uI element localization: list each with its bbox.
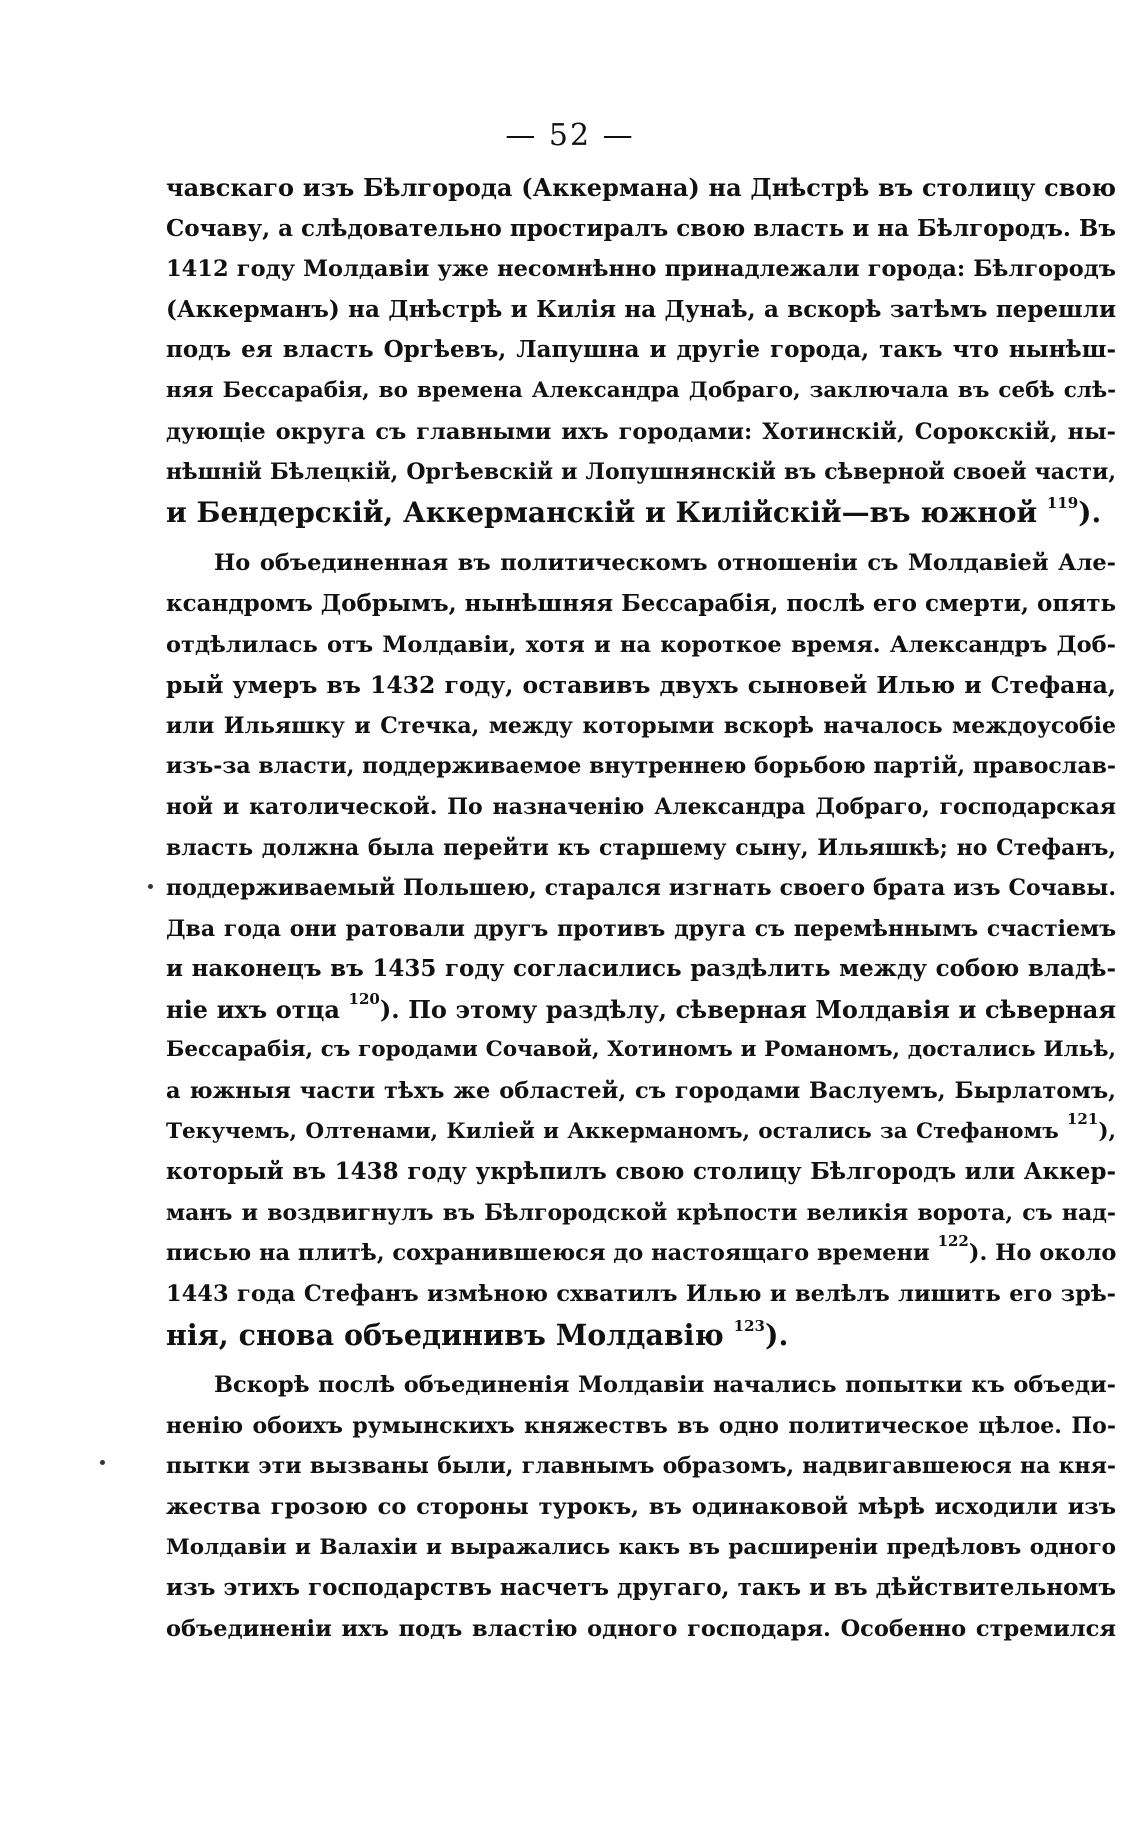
text-line: Вскорѣ послѣ объединенія Молдавіи начались попытки къ объеди- xyxy=(214,1372,1116,1399)
text-line: рый умеръ въ 1432 году, оставивъ двухъ сыновей Илью и Стефана, xyxy=(166,671,1116,700)
text-line xyxy=(166,1315,1116,1356)
margin-mark xyxy=(148,884,153,889)
text-line: манъ и воздвигнулъ въ Бѣлгородской крѣпости великія ворота, съ над- xyxy=(166,1199,1116,1226)
text-line: Два года они ратовали другъ противъ друга съ перемѣннымъ счастіемъ xyxy=(166,915,1116,942)
line-text: и Бендерскій, Аккерманскій и Килійскій—въ южной xyxy=(166,495,1038,529)
text-line: изъ этихъ господарствъ насчетъ другаго, такъ и въ дѣйствительномъ xyxy=(166,1574,1117,1602)
line-text-after: ). xyxy=(764,1317,789,1352)
text-line: дующіе округа съ главными ихъ городами: Хотинскій, Сорокскій, ны- xyxy=(166,418,1116,445)
line-text: писью на плитѣ, сохранившеюся до настоящаго времени xyxy=(166,1240,930,1267)
paragraph-3 xyxy=(166,1365,1116,1649)
page-number: — 52 — xyxy=(505,118,635,153)
margin-mark xyxy=(100,1460,105,1465)
paragraph-2 xyxy=(166,543,1116,1355)
text-line: поддерживаемый Польшею, старался изгнать своего брата изъ Сочавы. xyxy=(166,875,1116,902)
text-line: 1443 года Стефанъ измѣною схватилъ Илью и велѣлъ лишить его зрѣ- xyxy=(166,1281,1116,1308)
text-line: подъ ея власть Оргѣевъ, Лапушна и другіе города, такъ что нынѣш- xyxy=(166,336,1116,364)
body-text xyxy=(166,168,1116,1649)
footnote-ref: 119 xyxy=(1046,493,1079,512)
text-line: ной и католической. По назначенію Александра Добраго, господарская xyxy=(166,793,1116,820)
text-line: и наконецъ въ 1435 году согласились раздѣлить между собою владѣ- xyxy=(166,955,1116,983)
text-line: или Ильяшку и Стечка, между которыми вскорѣ началось междоусобіе xyxy=(166,712,1116,739)
text-line xyxy=(166,1109,1116,1153)
footnote-ref: 121 xyxy=(1067,1109,1099,1128)
text-line: отдѣлилась отъ Молдавіи, хотя и на короткое время. Александръ Доб- xyxy=(166,631,1116,658)
line-text: Текучемъ, Олтенами, Киліей и Аккерманомъ, остались за Стефаномъ xyxy=(166,1118,1059,1144)
text-line: ненію обоихъ румынскихъ княжествъ въ одно политическое цѣлое. По- xyxy=(166,1412,1116,1439)
text-line: чавскаго изъ Бѣлгорода (Аккермана) на Днѣстрѣ въ столицу свою xyxy=(166,173,1116,202)
paragraph-1 xyxy=(166,168,1116,533)
line-text-after: ). Но около xyxy=(968,1240,1117,1267)
line-text: нія, снова объединивъ Молдавію xyxy=(166,1317,724,1352)
text-line: жества грозою со стороны турокъ, въ одинаковой мѣрѣ исходили изъ xyxy=(166,1494,1116,1520)
line-text-after: ), xyxy=(1098,1118,1116,1144)
line-text: ніе ихъ отца xyxy=(166,994,340,1024)
text-line: нѣшній Бѣлецкій, Оргѣевскій и Лопушнянскій въ сѣверной своей части, xyxy=(166,459,1116,486)
line-text-after: ). По этому раздѣлу, сѣверная Молдавія и сѣверная xyxy=(379,994,1117,1024)
text-line: Но объединенная въ политическомъ отношеніи съ Молдавіей Але- xyxy=(214,550,1116,577)
footnote-ref: 120 xyxy=(348,989,380,1008)
text-line: няя Бессарабія, во времена Александра Добраго, заключала въ себѣ слѣ- xyxy=(166,377,1116,403)
footnote-ref: 123 xyxy=(733,1316,765,1335)
text-line xyxy=(166,493,1116,534)
text-line: который въ 1438 году укрѣпилъ свою столицу Бѣлгородъ или Аккер- xyxy=(166,1158,1116,1186)
text-line: 1412 году Молдавіи уже несомнѣнно принадлежали города: Бѣлгородъ xyxy=(166,256,1116,283)
text-line xyxy=(166,1233,1116,1274)
text-line: ксандромъ Добрымъ, нынѣшняя Бессарабія, послѣ его смерти, опять xyxy=(166,589,1117,617)
text-line: власть должна была перейти къ старшему сыну, Ильяшкѣ; но Стефанъ, xyxy=(166,834,1116,861)
footnote-ref: 122 xyxy=(937,1232,969,1251)
text-line: Молдавіи и Валахіи и выражались какъ въ расширеніи предѣловъ одного xyxy=(166,1534,1116,1560)
text-line: Сочаву, а слѣдовательно простиралъ свою власть и на Бѣлгородъ. Въ xyxy=(166,214,1116,242)
text-line: (Аккерманъ) на Днѣстрѣ и Килія на Дунаѣ, а вскорѣ затѣмъ перешли xyxy=(166,295,1116,323)
text-line xyxy=(166,990,1116,1031)
text-line: изъ-за власти, поддерживаемое внутреннею борьбою партій, православ- xyxy=(166,753,1116,780)
text-line: пытки эти вызваны были, главнымъ образомъ, надвигавшеюся на кня- xyxy=(166,1453,1116,1480)
text-line: а южныя части тѣхъ же областей, съ городами Васлуемъ, Бырлатомъ, xyxy=(166,1078,1116,1105)
text-line: объединеніи ихъ подъ властію одного господаря. Особенно стремился xyxy=(166,1615,1116,1642)
line-text-after: ). xyxy=(1078,495,1102,529)
text-line: Бессарабія, съ городами Сочавой, Хотиномъ и Романомъ, достались Ильѣ, xyxy=(166,1037,1116,1063)
